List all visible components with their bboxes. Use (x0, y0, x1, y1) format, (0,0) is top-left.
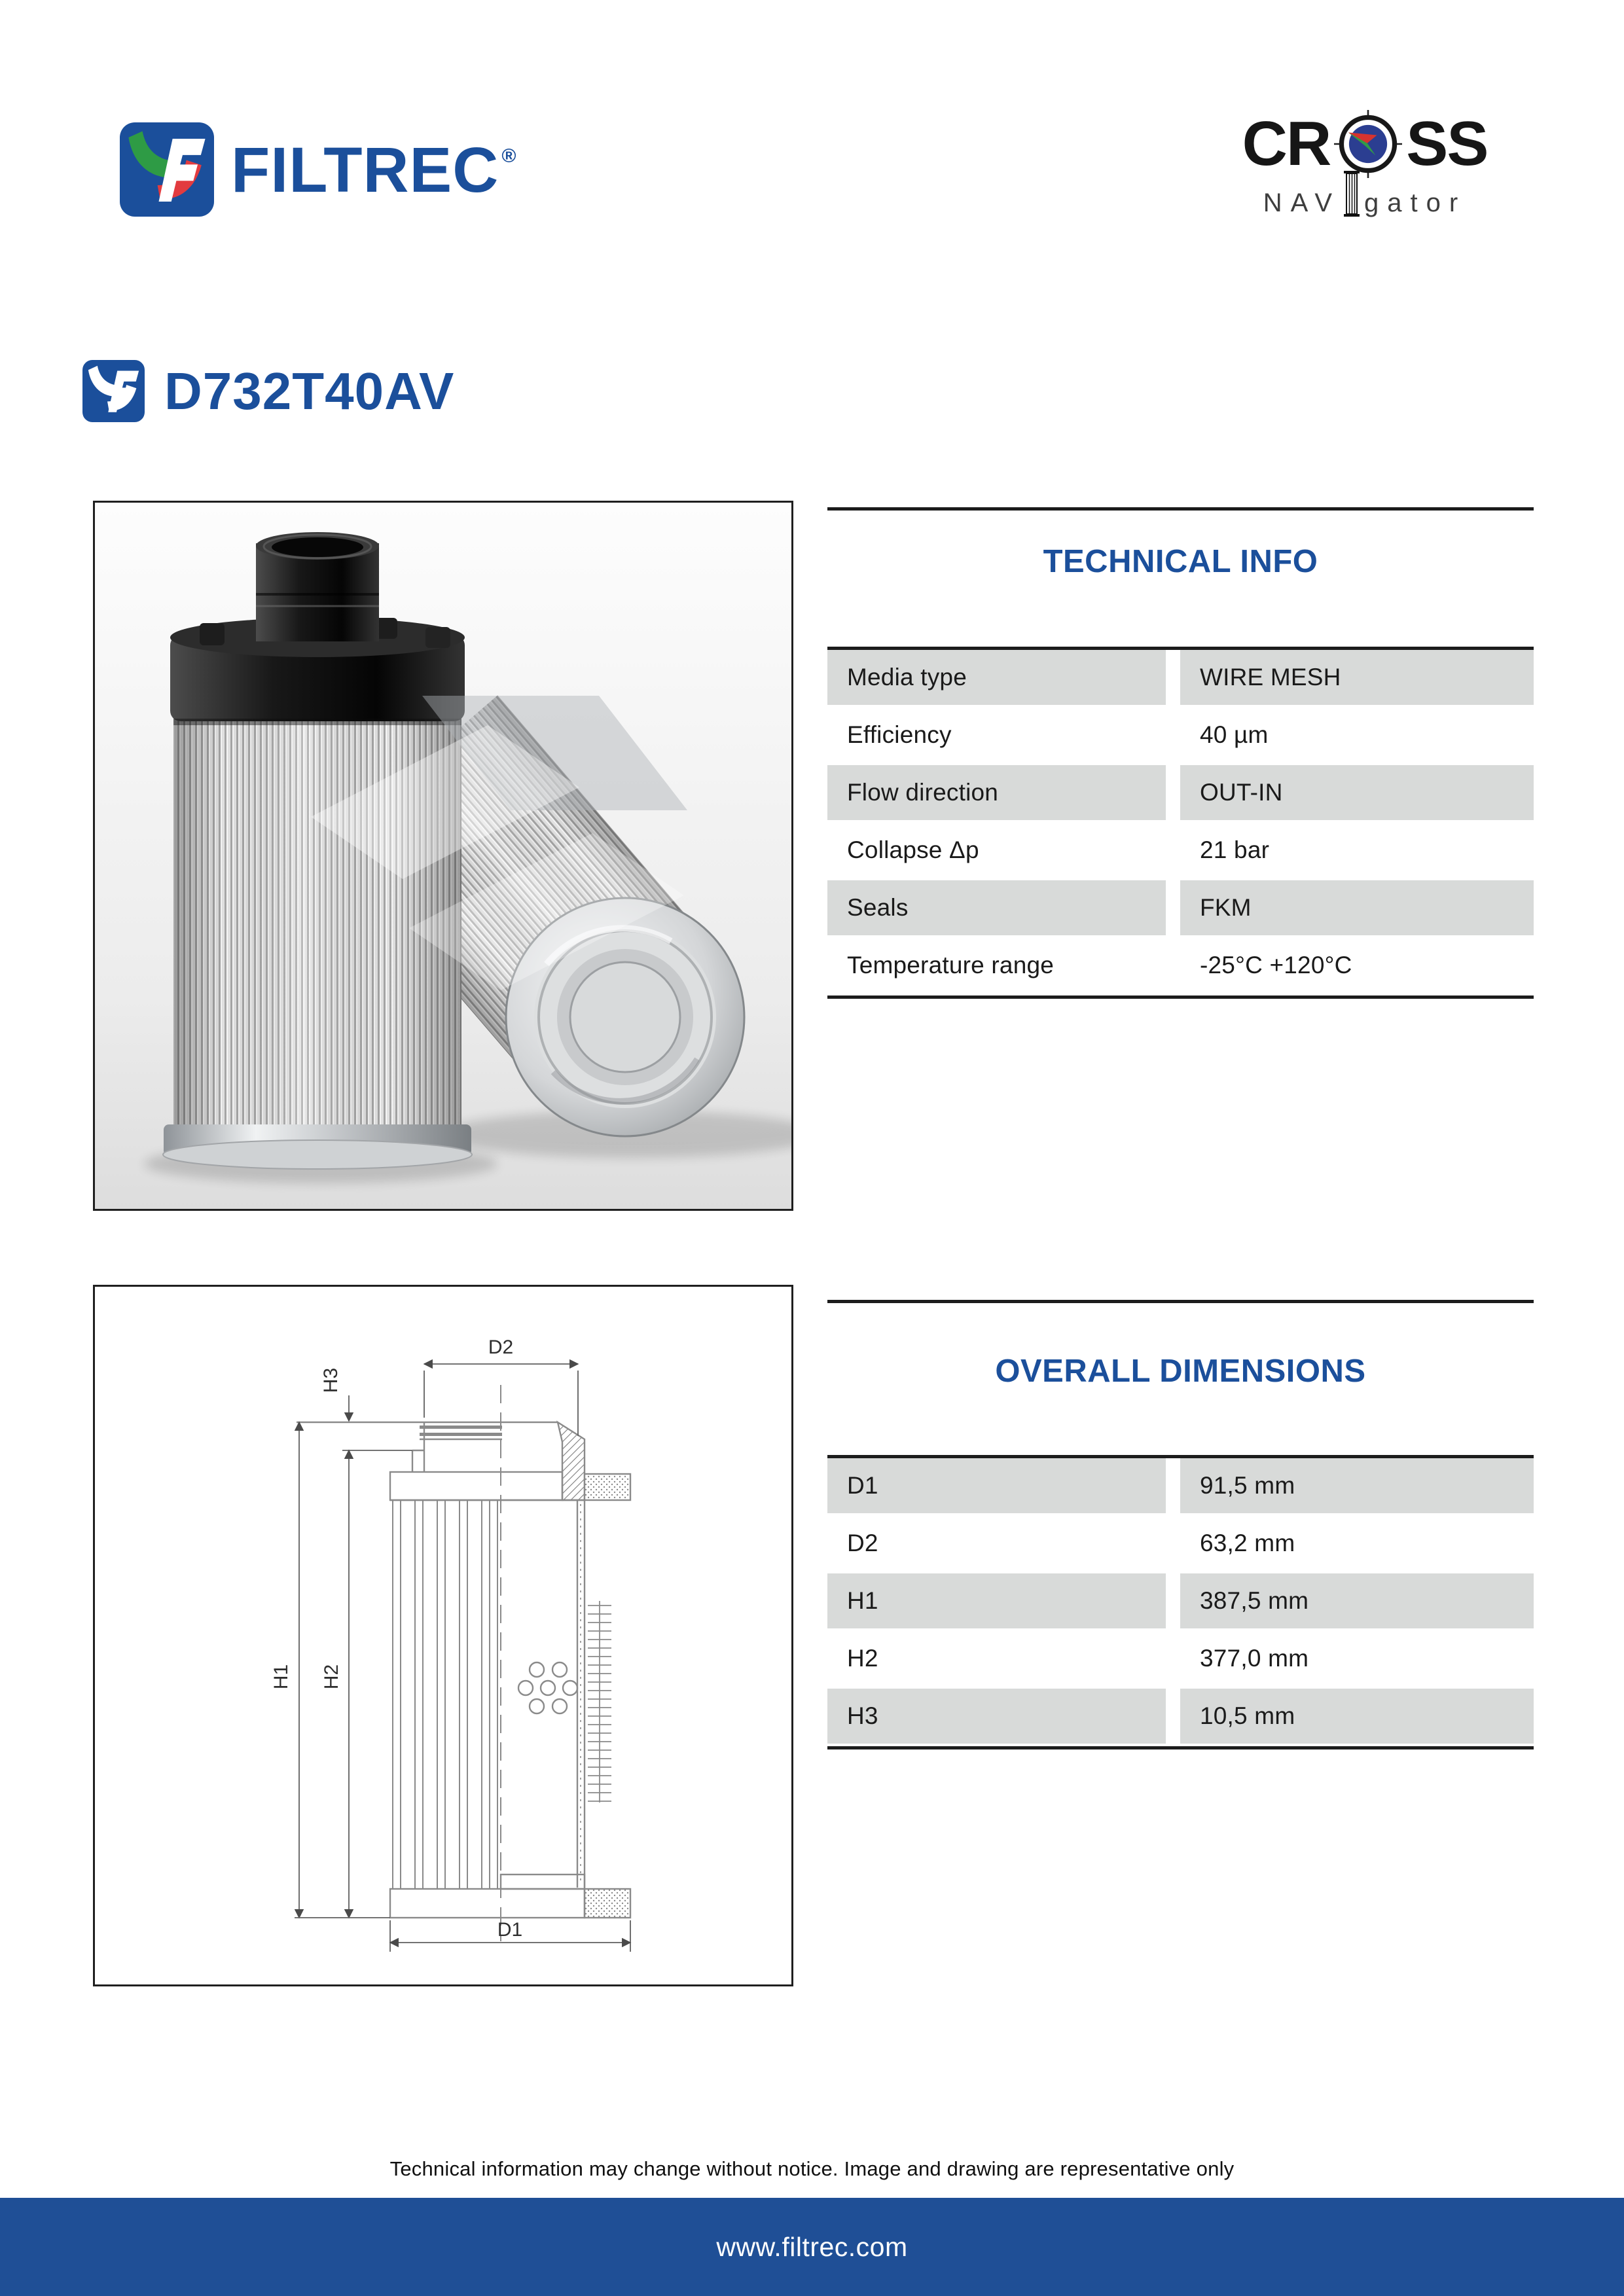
drawing-label-d2: D2 (488, 1336, 514, 1358)
row-label: H2 (847, 1645, 878, 1672)
cross-navigator-logo (1221, 110, 1509, 217)
table-bottom-rule (827, 1746, 1534, 1749)
row-value: 387,5 mm (1180, 1573, 1534, 1628)
technical-drawing (93, 1285, 793, 1986)
table-row (827, 938, 1534, 993)
row-value: OUT-IN (1180, 765, 1534, 820)
drawing-label-d1: D1 (497, 1919, 523, 1941)
product-photo (93, 501, 793, 1211)
website-link[interactable]: www.filtrec.com (716, 2231, 908, 2262)
filtrec-logo (120, 122, 516, 217)
cross-text-left: CR (1242, 109, 1331, 179)
row-value: 21 bar (1200, 836, 1270, 863)
drawing-label-h1: H1 (270, 1664, 292, 1690)
product-code: D732T40AV (164, 361, 455, 420)
product-photo-image (95, 503, 791, 1209)
column-icon (1342, 169, 1362, 219)
technical-info-section (827, 507, 1534, 999)
cross-text-right: SS (1406, 109, 1488, 179)
disclaimer-text: Technical information may change without notice. Image and drawing are representative only (389, 2157, 1235, 2180)
row-label: Flow direction (827, 765, 1166, 820)
section-top-rule (827, 1300, 1534, 1303)
registered-trademark-symbol: ® (501, 145, 516, 168)
row-value: 91,5 mm (1180, 1458, 1534, 1513)
filtrec-logo-icon (120, 122, 214, 217)
row-value: 63,2 mm (1200, 1530, 1295, 1556)
footer-bar (0, 2198, 1624, 2296)
row-label: D1 (827, 1458, 1166, 1513)
row-value: -25°C +120°C (1200, 952, 1352, 978)
filtrec-wordmark (231, 134, 516, 206)
table-row (827, 1516, 1534, 1571)
row-value: 10,5 mm (1180, 1689, 1534, 1744)
nav-text: NAV (1263, 188, 1341, 217)
row-label: Seals (827, 880, 1166, 935)
technical-drawing-image (95, 1287, 791, 1984)
product-title-icon (82, 360, 145, 422)
row-value: 377,0 mm (1200, 1645, 1309, 1672)
table-row (827, 1458, 1534, 1513)
cross-logo-line1 (1221, 110, 1509, 178)
table-row (827, 708, 1534, 762)
table-row (827, 765, 1534, 820)
compass-icon (1334, 110, 1402, 178)
row-value: 40 µm (1200, 721, 1269, 748)
table-row (827, 880, 1534, 935)
row-label: H1 (827, 1573, 1166, 1628)
overall-dimensions-title: OVERALL DIMENSIONS (995, 1354, 1366, 1389)
row-label: Collapse Δp (847, 836, 979, 863)
filtrec-wordmark-text: FILTREC (231, 134, 499, 206)
row-value: FKM (1180, 880, 1534, 935)
technical-info-table (827, 650, 1534, 999)
table-bottom-rule (827, 996, 1534, 999)
table-row (827, 650, 1534, 705)
row-label: H3 (827, 1689, 1166, 1744)
table-row (827, 1631, 1534, 1686)
drawing-label-h2: H2 (321, 1664, 342, 1690)
product-title (82, 360, 454, 422)
drawing-label-h3: H3 (320, 1367, 342, 1393)
table-row (827, 823, 1534, 878)
gator-text: gator (1364, 188, 1467, 217)
table-row (827, 1573, 1534, 1628)
row-value: WIRE MESH (1180, 650, 1534, 705)
row-label: Media type (827, 650, 1166, 705)
table-row (827, 1689, 1534, 1744)
section-top-rule (827, 507, 1534, 511)
overall-dimensions-section (827, 1300, 1534, 1749)
row-label: Temperature range (847, 952, 1055, 978)
row-label: D2 (847, 1530, 878, 1556)
overall-dimensions-table (827, 1458, 1534, 1749)
technical-info-title: TECHNICAL INFO (1043, 544, 1318, 579)
row-label: Efficiency (847, 721, 952, 748)
